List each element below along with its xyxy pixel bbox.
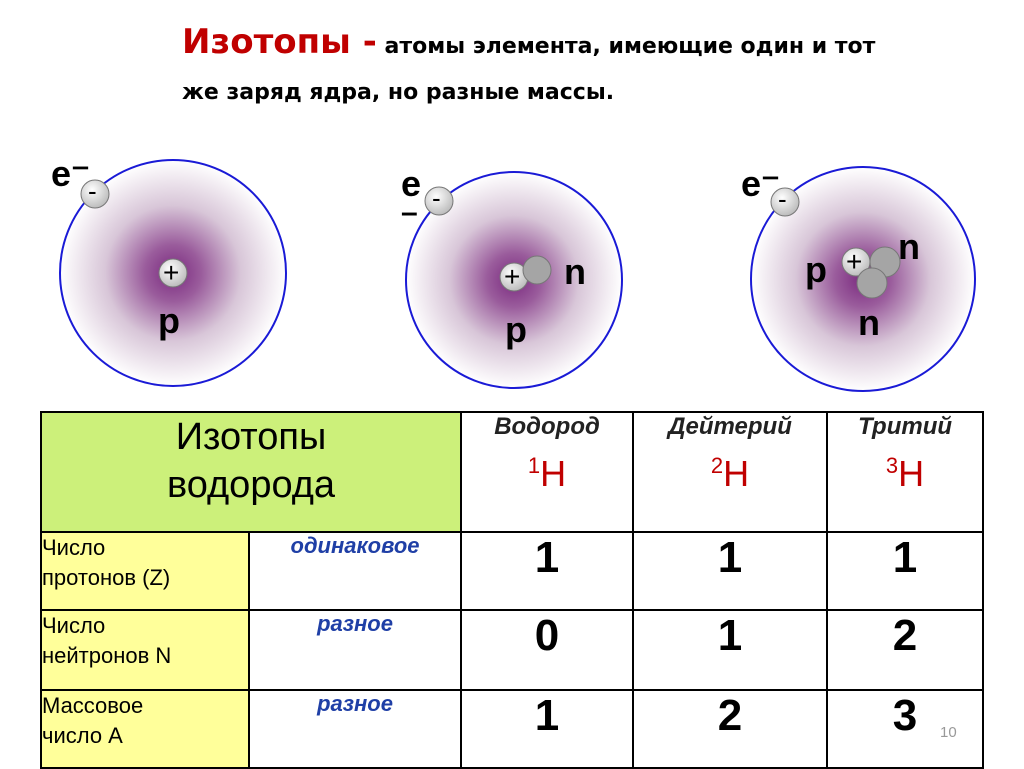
column-hydrogen	[461, 412, 633, 532]
proton-label: p	[158, 300, 180, 341]
proton-sign: +	[163, 257, 180, 288]
electron-label: e	[401, 163, 422, 204]
value-cell: 1	[827, 532, 983, 610]
row-label: Число нейтронов N	[41, 610, 249, 690]
proton-sign: +	[504, 261, 521, 292]
column-name: Дейтерий	[668, 413, 792, 440]
table-header-row	[41, 412, 983, 532]
row-note: разное	[249, 690, 461, 768]
value-cell: 3	[827, 690, 983, 768]
neutron-label-1: n	[898, 226, 920, 267]
title-definition-line1: атомы элемента, имеющие один и тот	[384, 34, 876, 59]
electron-sign: -	[88, 176, 97, 206]
value-cell: 1	[633, 610, 827, 690]
column-name: Водород	[494, 413, 600, 440]
atom-hydrogen	[48, 153, 298, 398]
header-label-line2: водорода	[166, 464, 336, 506]
proton-label: p	[805, 249, 827, 290]
row-label: Число протонов (Z)	[41, 532, 249, 610]
atom-tritium	[738, 162, 988, 402]
electron-sign: -	[778, 184, 787, 214]
atom-deuterium	[389, 163, 639, 408]
proton-sign: +	[846, 246, 863, 277]
table-row	[41, 690, 983, 768]
electron-label: e⁻	[741, 163, 781, 204]
electron-label-minus: –	[401, 196, 418, 229]
electron-sign: -	[432, 183, 441, 213]
page-number: 10	[940, 724, 957, 741]
column-deuterium	[633, 412, 827, 532]
slide-title	[182, 22, 1002, 113]
column-name: Тритий	[857, 413, 953, 440]
isotopes-table	[40, 411, 984, 769]
value-cell: 1	[461, 690, 633, 768]
table-row	[41, 532, 983, 610]
value-cell: 1	[633, 532, 827, 610]
value-cell: 1	[461, 532, 633, 610]
header-label-line1: Изотопы	[175, 416, 327, 458]
neutron-label: n	[564, 251, 586, 292]
value-cell: 2	[827, 610, 983, 690]
value-cell: 0	[461, 610, 633, 690]
electron-label: e⁻	[51, 153, 91, 194]
title-definition-line2: же заряд ядра, но разные массы.	[182, 80, 615, 105]
row-note: разное	[249, 610, 461, 690]
title-term: Изотопы -	[182, 22, 377, 62]
row-note: одинаковое	[249, 532, 461, 610]
column-tritium	[827, 412, 983, 532]
row-label: Массовое число А	[41, 690, 249, 768]
table-row	[41, 610, 983, 690]
isotope-symbol: $^1$H	[527, 453, 567, 494]
proton-label: p	[505, 309, 527, 350]
value-cell: 2	[633, 690, 827, 768]
isotope-symbol: $^3$H	[885, 453, 925, 494]
table-header-label	[41, 412, 461, 532]
isotope-symbol: $^2$H	[710, 453, 750, 494]
neutron-label-2: n	[858, 302, 880, 343]
neutron-ball	[523, 256, 551, 284]
